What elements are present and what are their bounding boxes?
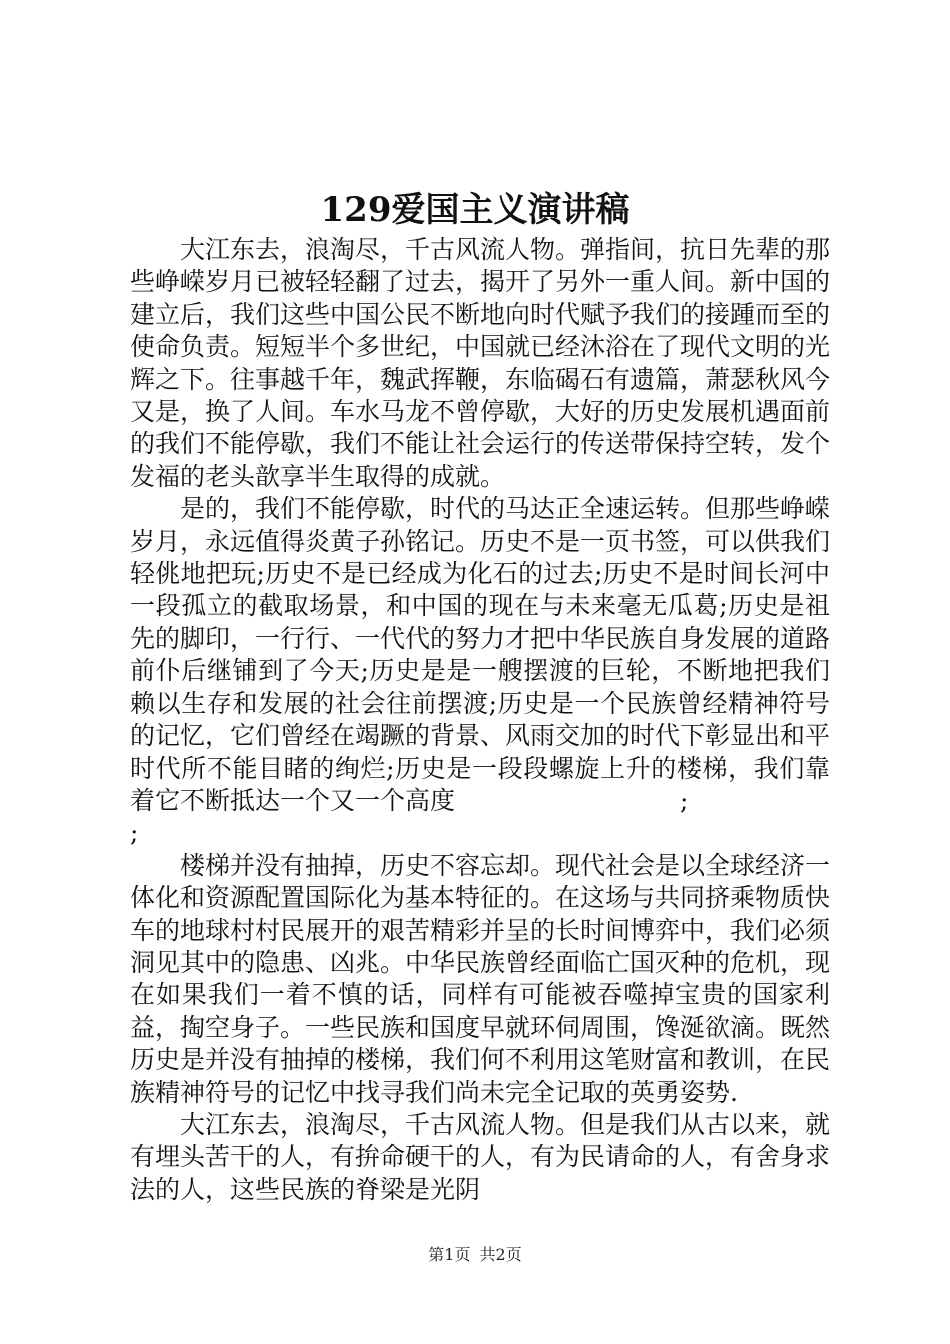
paragraph-2: 是的，我们不能停歇，时代的马达正全速运转。但那些峥嵘岁月，永远值得炎黄子孙铭记。历史不是一页书签，可以供我们轻佻地把玩;历史不是已经成为化石的过去;历史不是时间长河中一段孤立的截取场景，和中国的现在与未来毫无瓜葛;历史是祖先的脚印，一行行、一代代的努力才把中华民族自身发展的道路前仆后继铺到了今天;历史是是一艘摆渡的巨轮，不断地把我们赖以生存和发展的社会往前摆渡;历史是一个民族曾经精神符号的记忆，它们曾经在竭蹶的背景、风雨交加的时代下彰显出和平时代所不能目睹的绚烂;历史是一段段螺旋上升的楼梯，我们靠着它不断抵达一个又一个高度 ; — [130, 494, 831, 815]
paragraph-1: 大江东去，浪淘尽，千古风流人物。弹指间，抗日先辈的那些峥嵘岁月已被轻轻翻了过去，揭开了另外一重人间。新中国的建立后，我们这些中国公民不断地向时代赋予我们的接踵而至的使命负责。短短半个多世纪，中国就已经沐浴在了现代文明的光辉之下。往事越千年，魏武挥鞭，东临碣石有遗篇，萧瑟秋风今又是，换了人间。车水马龙不曾停歇，大好的历史发展机遇面前的我们不能停歇，我们不能让社会运行的传送带保持空转，发个发福的老头歆享半生取得的成就。 — [130, 235, 831, 491]
page-total: 共2页 — [479, 1245, 522, 1264]
page-footer — [0, 1243, 950, 1267]
paragraph-3: 楼梯并没有抽掉，历史不容忘却。现代社会是以全球经济一体化和资源配置国际化为基本特征的。在这场与共同挤乘物质快车的地球村村民展开的艰苦精彩并呈的长时间博弈中，我们必须洞见其中的隐患、凶兆。中华民族曾经面临亡国灭种的危机，现在如果我们一着不慎的话，同样有可能被吞噬掉宝贵的国家利益，掏空身子。一些民族和国度早就环伺周围，馋涎欲滴。既然历史是并没有抽掉的楼梯，我们何不利用这笔财富和教训，在民族精神符号的记忆中找寻我们尚未完全记取的英勇姿势. — [130, 850, 831, 1107]
paragraph-semicolon: ; — [130, 818, 139, 848]
paragraph-4: 大江东去，浪淘尽，千古风流人物。但是我们从古以来，就有埋头苦干的人，有拚命硬干的人，有为民请命的人，有舍身求法的人，这些民族的脊梁是光阴 — [130, 1109, 831, 1204]
document-body — [130, 234, 830, 1206]
document-title: 129爱国主义演讲稿 — [320, 190, 630, 230]
page-number: 第1页 — [428, 1245, 471, 1264]
